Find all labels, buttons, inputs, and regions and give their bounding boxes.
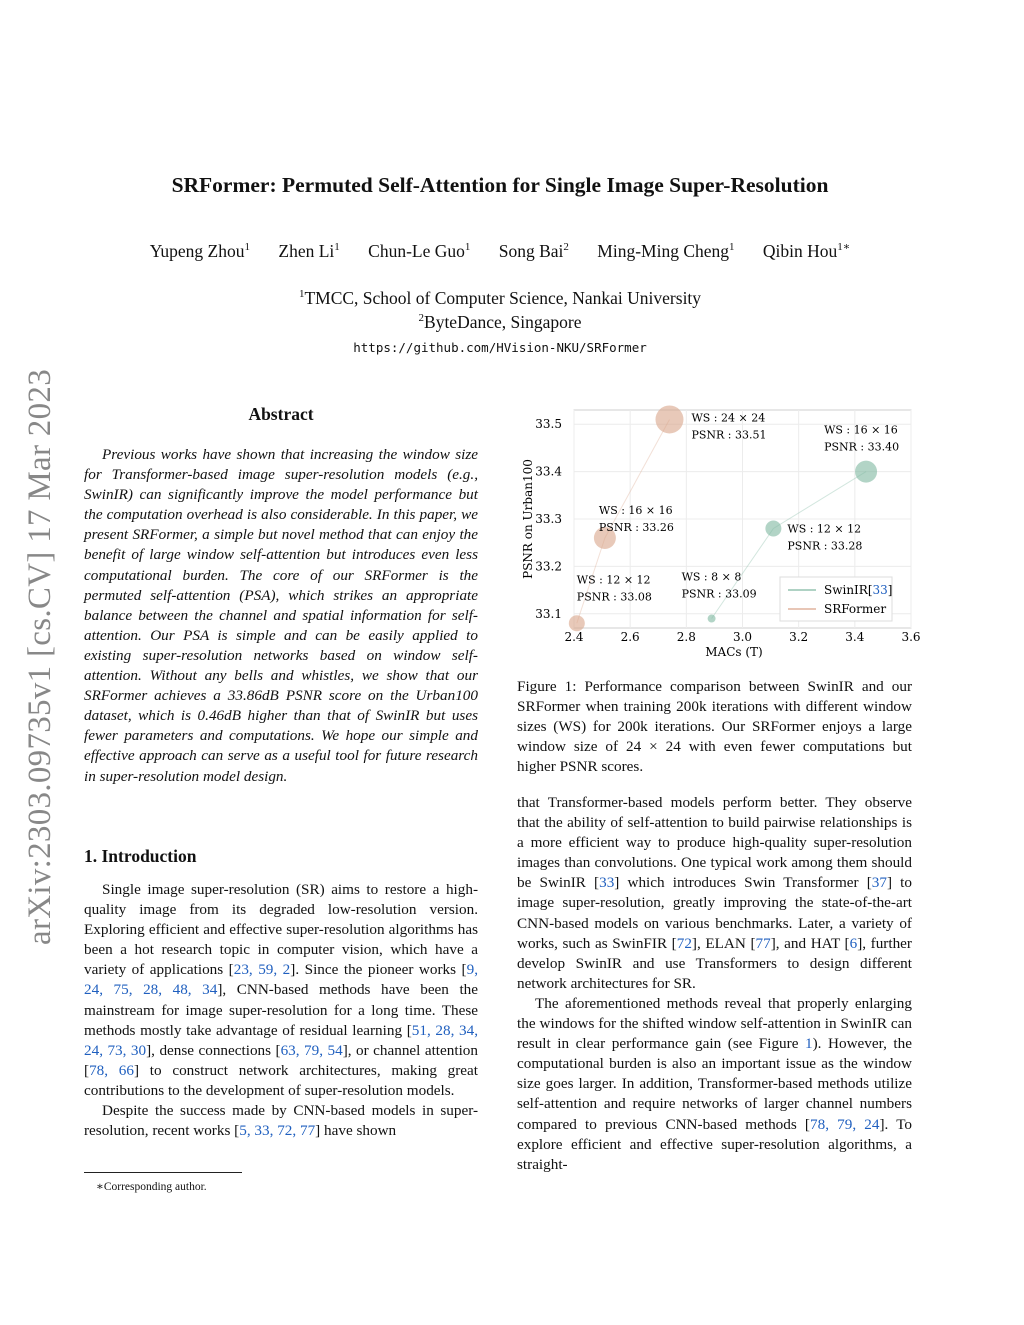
- point-annotation-psnr: PSNR : 33.26: [598, 520, 674, 534]
- paragraph: Despite the success made by CNN-based models in super-resolution, recent works [5, 33, 72, 77] have shown: [84, 1102, 478, 1140]
- point-annotation-psnr: PSNR : 33.40: [824, 440, 900, 454]
- abstract-text: Previous works have shown that increasing the window size for Transformer-based image super-resolution models (e.g., SwinIR) can significantly improve the model performance but the computation overhead is also considerable. In this paper, we present SRFormer, a simple but novel method that can enjoy the benefit of large window self-attention but introduces even less computational burden. The core of our SRFormer is the permuted self-attention (PSA), which strikes an appropriate balance between the channel and spatial information for self-attention. Our PSA is simple and can be easily applied to existing super-resolution networks based on window self-attention. Without any bells and whistles, we show that our SRFormer achieves a 33.86dB PSNR score on the Urban100 dataset, which is 0.46dB higher than that of SwinIR but uses fewer parameters and computations. We hope our simple and effective approach can serve as a useful tool for future research in super-resolution model design.: [84, 446, 478, 785]
- author: Zhen Li$^1$: [278, 240, 340, 261]
- citation-link[interactable]: 78, 66: [89, 1061, 134, 1079]
- author: Ming-Ming Cheng$^1$: [597, 240, 735, 261]
- y-tick-label: 33.5: [535, 417, 562, 432]
- citation-link[interactable]: 78, 79, 24: [810, 1115, 880, 1133]
- data-point-swinir: [765, 520, 781, 536]
- section-heading-introduction: 1. Introduction: [84, 846, 197, 866]
- paragraph: Single image super-resolution (SR) aims to restore a high-quality image from its degraded low-resolution version. Exploring efficient and effective super-resolution algorithms has been a hot research topic in computer vision, which have a variety of applications [23, 59, 2]. Since the pioneer works [9, 24, 75, 28, 48, 34], CNN-based methods have been the mainstream for image super-resolution for a long time. These methods mostly take advantage of residual learning [51, 28, 34, 24, 73, 30], dense connections [63, 79, 54], or channel attention [78, 66] to construct network architectures, making great contributions to the development of super-resolution models.: [84, 881, 479, 1099]
- citation-link[interactable]: 72: [676, 934, 692, 952]
- citation-link[interactable]: 6: [849, 934, 858, 952]
- y-tick-label: 33.3: [535, 512, 562, 526]
- affiliation-2: $^2$ByteDance, Singapore: [418, 312, 582, 332]
- y-tick-label: 33.2: [535, 559, 562, 574]
- x-tick-label: 2.6: [620, 630, 640, 644]
- paragraph: The aforementioned methods reveal that properly enlarging the windows for the shifted window self-attention in SwinIR can result in clear performance gain (see Figure 1). However, the computational burden is also an important issue as the window size goes larger. In addition, Transformer-based methods utilize self-attention and require networks of larger channel numbers compared to previous CNN-based methods [78, 79, 24]. To explore efficient and effective super-resolution algorithms, a straight-: [517, 994, 913, 1173]
- x-tick-label: 2.8: [676, 630, 696, 644]
- citation-link[interactable]: 23, 59, 2: [233, 961, 291, 979]
- point-annotation-ws: WS : 12 × 12: [787, 522, 862, 536]
- point-annotation-ws: WS : 16 × 16: [598, 503, 673, 517]
- code-url-link[interactable]: https://github.com/HVision-NKU/SRFormer: [353, 340, 647, 355]
- y-tick-label: 33.1: [535, 606, 562, 621]
- point-annotation-ws: WS : 8 × 8: [681, 570, 742, 584]
- point-annotation-psnr: PSNR : 33.28: [787, 539, 863, 553]
- citation-link[interactable]: 37: [871, 874, 887, 892]
- y-axis-label: PSNR on Urban100: [521, 459, 535, 579]
- citation-link[interactable]: 77: [755, 934, 771, 952]
- author: Qibin Hou$^{1∗}$: [762, 240, 851, 261]
- citation-link[interactable]: 5, 33, 72, 77: [239, 1122, 316, 1140]
- paper-title: SRFormer: Permuted Self-Attention for Single Image Super-Resolution: [171, 173, 829, 197]
- author-list: [0, 240, 1000, 262]
- figure-reference-link[interactable]: 1: [805, 1035, 813, 1053]
- legend-srformer-label: SRFormer: [824, 602, 887, 616]
- point-annotation-ws: WS : 16 × 16: [824, 423, 898, 437]
- citation-link[interactable]: 9, 24, 75, 28, 48, 34: [84, 961, 478, 999]
- point-annotation-ws: WS : 24 × 24: [691, 411, 766, 425]
- x-tick-label: 3.6: [901, 630, 921, 644]
- arxiv-identifier[interactable]: arXiv:2303.09735v1 [cs.CV] 17 Mar 2023: [22, 369, 58, 945]
- point-annotation-ws: WS : 12 × 12: [576, 573, 651, 587]
- figure-1-caption: Figure 1: Performance comparison between SwinIR and our SRFormer when training 200k iterations with different window sizes (WS) for 200k iterations. Our SRFormer enjoys a large window size of 24 × 24 with even fewer computations but higher PSNR scores.: [517, 678, 912, 776]
- author: Song Bai$^2$: [498, 240, 569, 261]
- x-tick-label: 2.4: [564, 630, 584, 644]
- x-tick-label: 3.2: [789, 630, 809, 644]
- affiliation-1: $^1$TMCC, School of Computer Science, Nankai University: [298, 288, 702, 308]
- author: Yupeng Zhou$^1$: [149, 240, 250, 261]
- scatter-chart-svg: [518, 410, 921, 662]
- data-point-srformer: [655, 405, 683, 433]
- abstract-heading: Abstract: [248, 404, 314, 424]
- point-annotation-psnr: PSNR : 33.09: [681, 587, 757, 601]
- figure-1-chart: [518, 410, 921, 662]
- footnote-rule: [84, 1172, 242, 1173]
- citation-link[interactable]: 51, 28, 34, 24, 73, 30: [84, 1021, 478, 1059]
- point-annotation-psnr: PSNR : 33.51: [691, 428, 767, 442]
- legend-swinir-label: SwinIR[33]: [824, 583, 893, 597]
- data-point-swinir: [708, 615, 716, 623]
- data-point-swinir: [855, 461, 877, 483]
- paragraph: that Transformer-based models perform better. They observe that the ability of self-attention to build pairwise relationships is a more efficient way to produce high-quality super-resolution images than convolutions. One typical work among them should be SwinIR [33] which introduces Swin Transformer [37] to image super-resolution, greatly improving the state-of-the-art CNN-based models on various benchmarks. Later, a variety of works, such as SwinFIR [72], ELAN [77], and HAT [6], further develop SwinIR and use Transformers to design different network architectures for SR.: [517, 794, 912, 992]
- right-column-text: [517, 793, 912, 1175]
- x-axis-label: MACs (T): [705, 645, 763, 659]
- legend: [780, 577, 892, 621]
- introduction-text: [84, 880, 478, 1141]
- citation-link[interactable]: 63, 79, 54: [280, 1041, 343, 1059]
- x-tick-label: 3.4: [845, 630, 865, 644]
- author: Chun-Le Guo$^1$: [368, 240, 471, 261]
- x-tick-label: 3.0: [732, 630, 753, 644]
- data-point-srformer: [569, 615, 585, 631]
- point-annotation-psnr: PSNR : 33.08: [576, 590, 652, 604]
- y-tick-label: 33.4: [535, 464, 562, 479]
- footnote: ∗Corresponding author.: [96, 1181, 207, 1193]
- citation-link[interactable]: 33: [599, 874, 615, 892]
